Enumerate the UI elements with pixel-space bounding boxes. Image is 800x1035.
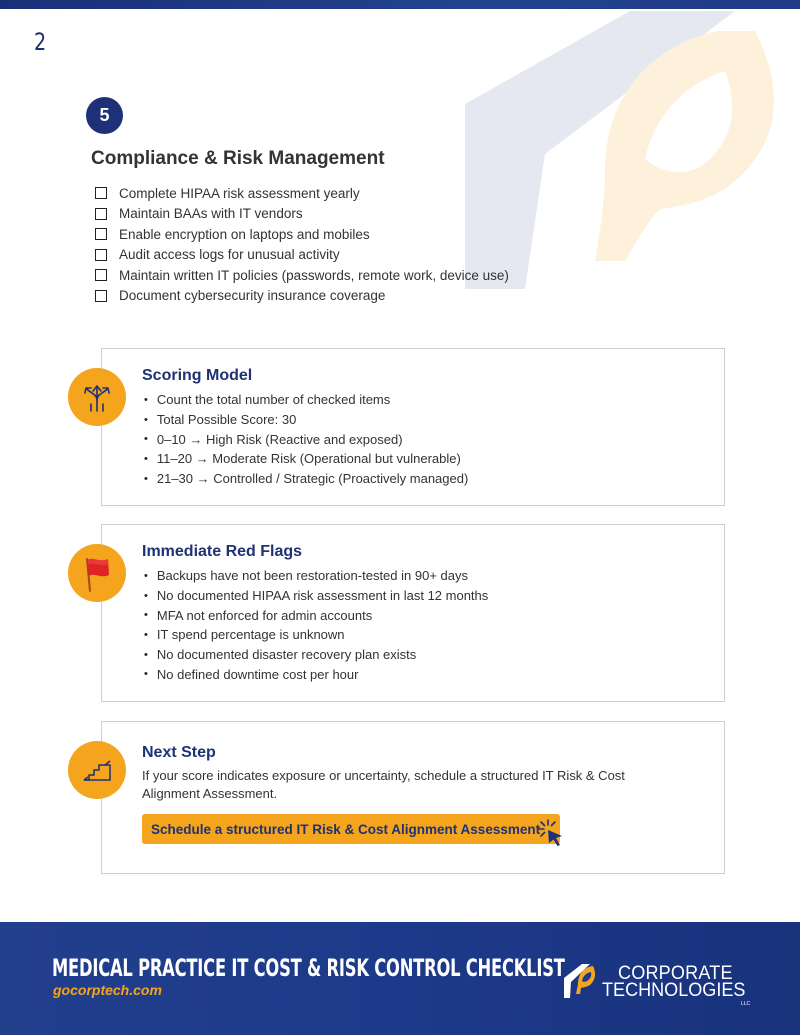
list-item: • MFA not enforced for admin accounts xyxy=(142,605,488,625)
list-item: • No defined downtime cost per hour xyxy=(142,664,488,684)
checkbox[interactable] xyxy=(95,290,107,302)
list-item: • Count the total number of checked items xyxy=(142,390,468,410)
red-flag-icon xyxy=(68,544,126,602)
scoring-model-list xyxy=(142,390,468,488)
next-step-text: If your score indicates exposure or uncertainty, schedule a structured IT Risk & Cost Alignment Assessment. xyxy=(142,768,625,801)
list-item: • Backups have not been restoration-tested in 90+ days xyxy=(142,566,488,586)
list-item: • Total Possible Score: 30 xyxy=(142,410,468,430)
footer-title: MEDICAL PRACTICE IT COST & RISK CONTROL CHECKLIST xyxy=(52,954,565,982)
footer-website-link[interactable]: gocorptech.com xyxy=(53,982,162,998)
schedule-assessment-button[interactable] xyxy=(142,814,560,844)
checklist-item[interactable] xyxy=(95,204,509,225)
checklist-item-label: Complete HIPAA risk assessment yearly xyxy=(119,185,360,201)
checkbox[interactable] xyxy=(95,187,107,199)
scoring-model-title: Scoring Model xyxy=(142,367,253,384)
top-accent-bar xyxy=(0,0,800,9)
stairs-icon xyxy=(68,741,126,799)
list-item: • 21–30 → Controlled / Strategic (Proactively managed) xyxy=(142,469,468,489)
red-flags-title: Immediate Red Flags xyxy=(142,543,303,560)
checkbox[interactable] xyxy=(95,208,107,220)
checklist-item-label: Audit access logs for unusual activity xyxy=(119,247,340,263)
logo-text-line1: CORPORATE xyxy=(618,963,733,984)
next-step-title: Next Step xyxy=(142,744,216,761)
checklist-item-label: Document cybersecurity insurance coverage xyxy=(119,288,386,304)
footer xyxy=(0,922,800,1035)
click-cursor-icon xyxy=(536,818,566,848)
logo-text-line2: TECHNOLOGIES xyxy=(602,980,746,1001)
red-flags-list xyxy=(142,566,488,684)
page-number: 2 xyxy=(34,28,47,56)
logo-llc: LLC xyxy=(741,1001,751,1007)
company-logo xyxy=(562,960,762,1010)
list-item: • IT spend percentage is unknown xyxy=(142,625,488,645)
checkbox[interactable] xyxy=(95,228,107,240)
checklist-item-label: Enable encryption on laptops and mobiles xyxy=(119,226,370,242)
checklist-item[interactable] xyxy=(95,183,509,204)
section-number-badge: 5 xyxy=(86,97,123,134)
next-step-card xyxy=(101,721,725,874)
checkbox[interactable] xyxy=(95,269,107,281)
list-item: • 0–10 → High Risk (Reactive and exposed) xyxy=(142,429,468,449)
checklist-item[interactable] xyxy=(95,286,509,307)
list-item: • No documented HIPAA risk assessment in last 12 months xyxy=(142,586,488,606)
list-item: • No documented disaster recovery plan exists xyxy=(142,645,488,665)
checklist-item-label: Maintain BAAs with IT vendors xyxy=(119,206,303,222)
list-item: • 11–20 → Moderate Risk (Operational but vulnerable) xyxy=(142,449,468,469)
split-arrows-icon xyxy=(68,368,126,426)
logo-mark-icon xyxy=(562,960,604,1002)
checklist-item[interactable] xyxy=(95,265,509,286)
section-title: Compliance & Risk Management xyxy=(91,148,385,169)
checklist-item[interactable] xyxy=(95,224,509,245)
checklist-item-label: Maintain written IT policies (passwords, remote work, device use) xyxy=(119,267,509,283)
schedule-assessment-button-label: Schedule a structured IT Risk & Cost Alignment Assessment xyxy=(151,821,541,837)
compliance-checklist xyxy=(95,183,509,306)
checklist-item[interactable] xyxy=(95,245,509,266)
red-flags-card xyxy=(101,524,725,702)
checkbox[interactable] xyxy=(95,249,107,261)
scoring-model-card xyxy=(101,348,725,506)
